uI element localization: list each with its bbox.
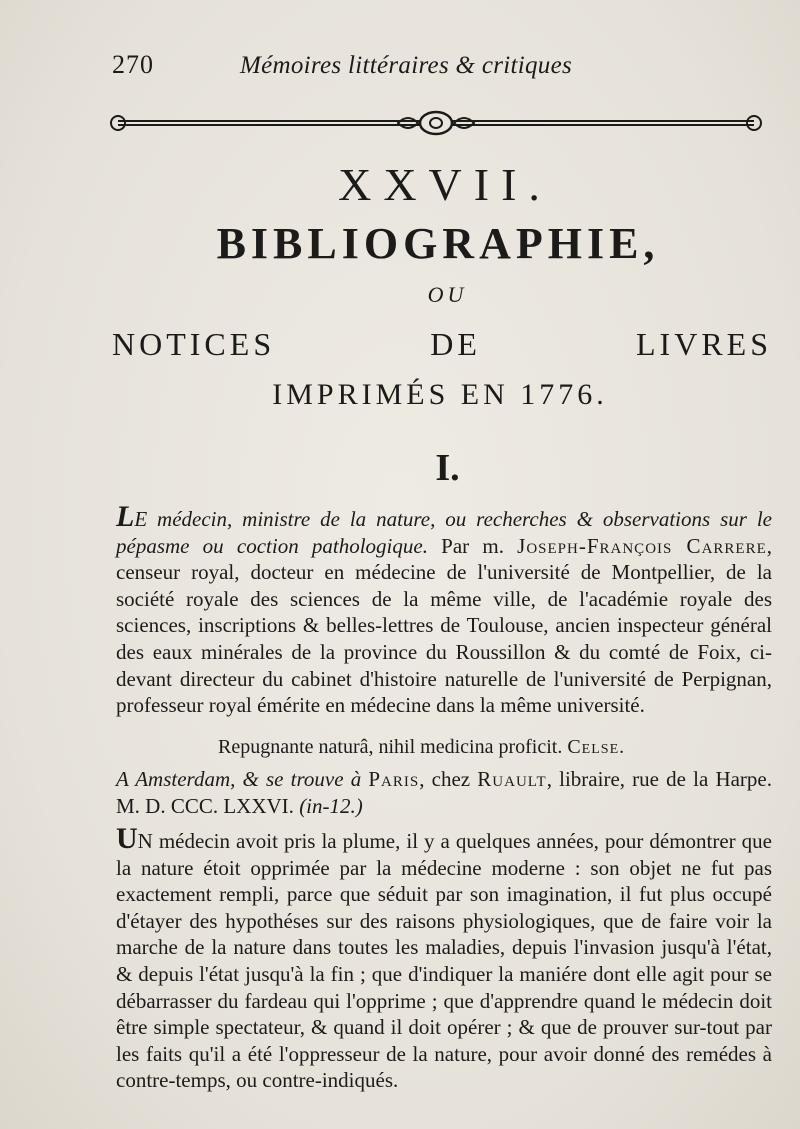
subtitle-line-1: NOTICES DE LIVRES: [112, 326, 772, 362]
page-number: 270: [112, 50, 154, 79]
epigraph-text: Repugnante naturâ, nihil medicina proficit.: [218, 736, 563, 758]
epigraph: [218, 736, 625, 759]
imprint: [116, 766, 772, 820]
imprint-format: (in-12.): [299, 794, 363, 818]
entry-description: [116, 500, 772, 719]
imprint-city: Paris: [368, 767, 420, 791]
running-title: Mémoires littéraires & critiques: [240, 52, 573, 79]
running-head: [112, 50, 762, 84]
imprint-publisher-prefix: , chez: [419, 767, 478, 791]
body-drop-cap: U: [116, 822, 138, 855]
section-number: XXVII.: [338, 159, 552, 210]
body-text: N médecin avoit pris la plume, il y a quelques années, pour démontrer que la nature étoit opprimée par la médecine moderne : son objet ne fut pas exactement rempli, parce que séduit par son imagination, il fut plus occupé d'étayer des hypothéses sur des raisons physiologiques, que de faire voir la marche de la nature dans toutes les maladies, depuis l'invasion jusqu'à l'état, & depuis l'état jusqu'à la fin ; que d'indiquer la maniére dont elle agit pour se débarrasser du fardeau qui l'opprime ; que d'apprendre quand le médecin doit être simple spectateur, & quand il doit opérer ; & que de prouver sur-tout par les faits qu'il a été l'oppresseur de la nature, pour avoir donné des remédes à contre-temps, ou contre-indiqués.: [116, 829, 772, 1093]
entry-number: I.: [435, 447, 460, 489]
author-prefix: Par m.: [427, 533, 518, 558]
author-details: , censeur royal, docteur en médecine de l'université de Montpellier, de la société royale des sciences de la même ville, de l'académie royale des sciences, inscriptions & belles-lettres de Toulouse, ancien inspecteur général des eaux minérales de la province du Roussillon & du comté de Foix, ci-devant directeur du cabinet d'histoire naturelle de l'université de Perpignan, professeur royal émérite en médecine dans la même université.: [116, 533, 772, 718]
main-title: BIBLIOGRAPHIE,: [216, 219, 660, 268]
ornamental-rule: [108, 110, 764, 136]
imprint-publisher: Ruault: [477, 767, 547, 791]
epigraph-source: Celse.: [567, 736, 626, 758]
entry-title: E médecin, ministre de la nature, ou recherches & observations sur le pépasme ou coction pathologique.: [116, 507, 772, 558]
entry-drop-cap: L: [116, 500, 135, 533]
author-name: Joseph-François Carrere: [517, 533, 767, 558]
imprint-place: A Amsterdam, & se trouve à: [116, 767, 369, 791]
imprint-rest: , libraire, rue de la Harpe. M. D. CCC. LXXVI.: [116, 767, 772, 818]
title-conjunction: OU: [427, 282, 468, 307]
subtitle-line-2: IMPRIMÉS EN 1776.: [272, 378, 608, 411]
body-paragraph: [116, 822, 772, 1094]
